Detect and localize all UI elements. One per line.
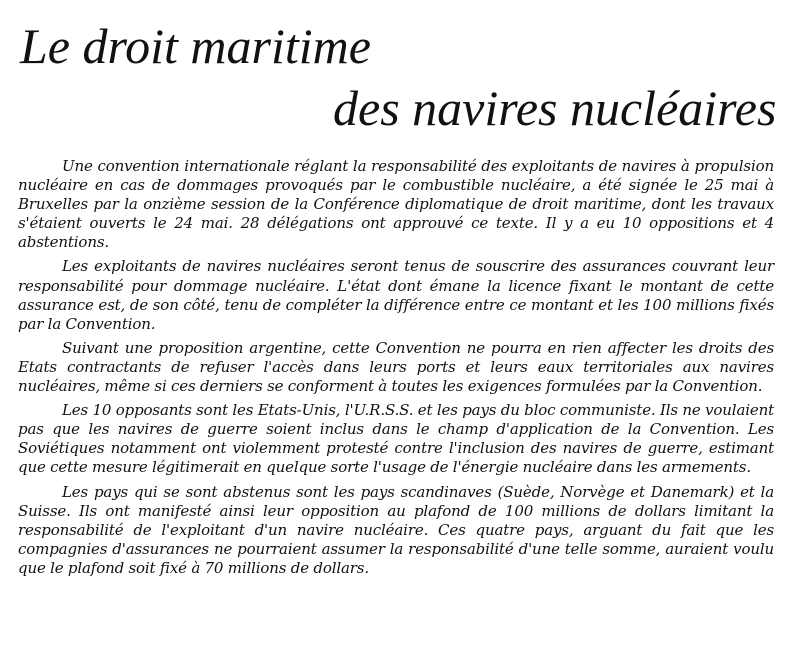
- article-body: [18, 157, 774, 578]
- paragraph-3: Suivant une proposition argentine, cette Convention ne pourra en rien affecter les droits des Etats contractants de refuser l'accès dans leurs ports et leurs eaux territoriales aux navires nucléaires, même si ces derniers se conforment à toutes les exigences formulées par la Convention.: [18, 338, 774, 396]
- paragraph-2: Les exploitants de navires nucléaires seront tenus de souscrire des assurances couvrant leur responsabilité pour dommage nucléaire. L'état dont émane la licence fixant le montant de cette assurance est, de son côté, tenu de compléter la différence entre ce montant et les 100 millions fixés par la Convention.: [18, 257, 774, 333]
- title-line-1: Le droit maritime: [20, 18, 371, 74]
- paragraph-4: Les 10 opposants sont les Etats-Unis, l'U.R.S.S. et les pays du bloc communiste. Ils ne voulaient pas que les navires de guerre soient inclus dans le champ d'application de la Convention. Les Soviétiques notamment ont violemment protesté contre l'inclusion des navires de guerre, estimant que cette mesure légitimerait en quelque sorte l'usage de l'énergie nucléaire dans les armements.: [18, 401, 774, 477]
- title-line-2: des navires nucléaires: [333, 80, 777, 136]
- paragraph-1: Une convention internationale réglant la responsabilité des exploitants de navires à propulsion nucléaire en cas de dommages provoqués par le combustible nucléaire, a été signée le 25 mai à Bruxelles par la onzième session de la Conférence diplomatique de droit maritime, dont les travaux s'étaient ouverts le 24 mai. 28 délégations ont approuvé ce texte. Il y a eu 10 oppositions et 4 abstentions.: [18, 157, 774, 252]
- paragraph-5: Les pays qui se sont abstenus sont les pays scandinaves (Suède, Norvège et Danemark) et la Suisse. Ils ont manifesté ainsi leur opposition au plafond de 100 millions de dollars limitant la responsabilité de l'exploitant d'un navire nucléaire. Ces quatre pays, arguant du fait que les compagnies d'assurances ne pourraient assumer la responsabilité d'une telle somme, auraient voulu que le plafond soit fixé à 70 millions de dollars.: [18, 482, 774, 577]
